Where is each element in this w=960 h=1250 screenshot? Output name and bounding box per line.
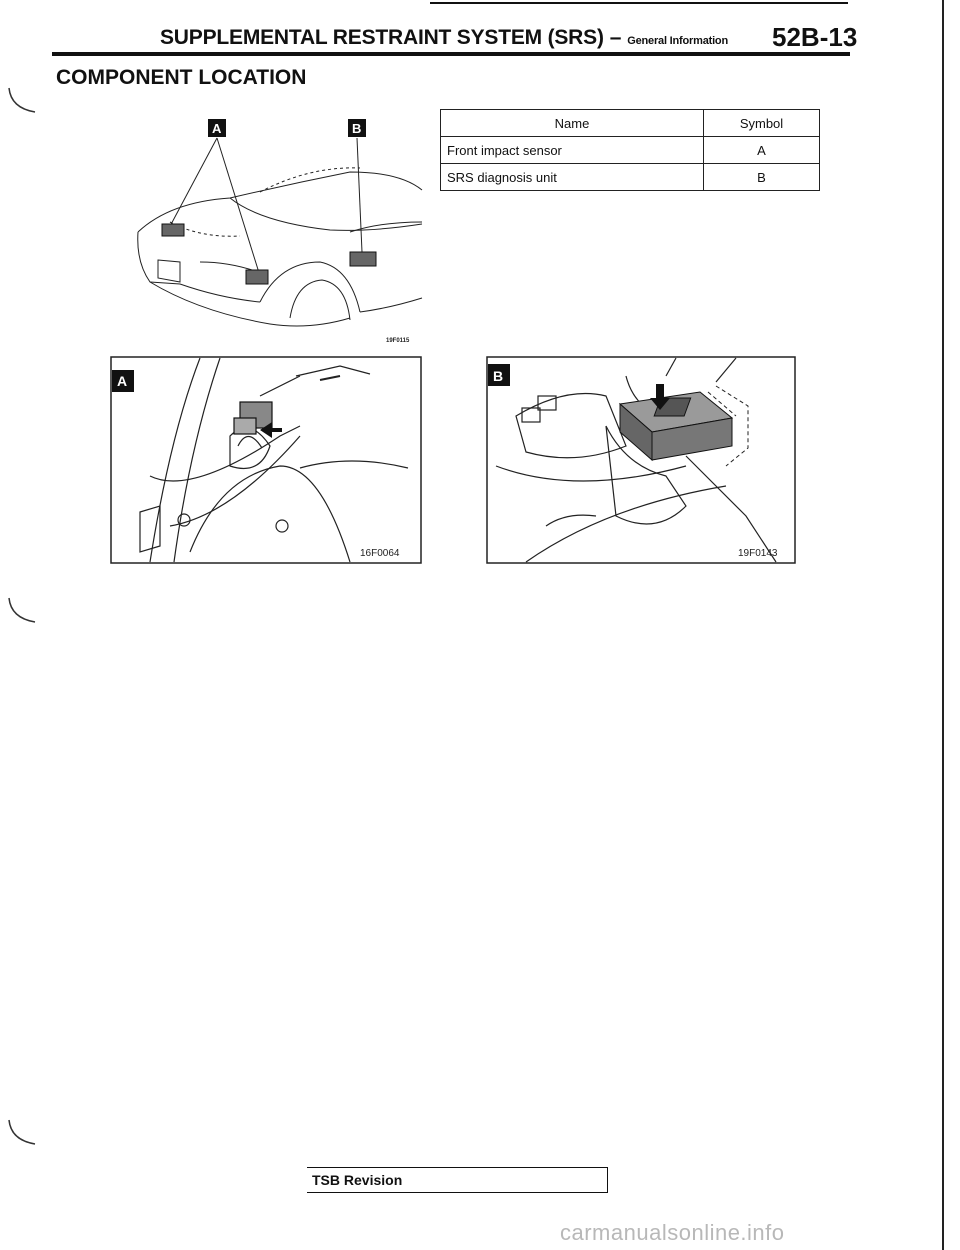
row-name: Front impact sensor	[441, 137, 704, 164]
table-row	[441, 137, 820, 164]
overview-figure-code: 19F0115	[386, 338, 410, 344]
detail-a-figure-code: 16F0064	[360, 548, 400, 559]
detail-b-label: B	[493, 368, 504, 384]
row-symbol: A	[704, 137, 820, 164]
detail-b-figure-code: 19F0143	[738, 548, 778, 559]
section-title: COMPONENT LOCATION	[56, 66, 307, 89]
detail-a-label: A	[117, 373, 128, 389]
page-header-title	[160, 26, 728, 50]
detail-a-illustration	[110, 356, 422, 564]
header-top-rule	[430, 2, 848, 4]
column-header-name: Name	[441, 110, 704, 137]
row-symbol: B	[704, 164, 820, 191]
overview-label-b: B	[352, 121, 362, 136]
header-rule	[52, 52, 850, 56]
margin-mark-1	[5, 86, 37, 116]
table-header-row	[441, 110, 820, 137]
page-number: 52B-13	[772, 22, 858, 52]
header-subtitle: General Information	[627, 35, 728, 47]
row-name: SRS diagnosis unit	[441, 164, 704, 191]
tsb-revision-label: TSB Revision	[312, 1172, 403, 1188]
header-title-text: SUPPLEMENTAL RESTRAINT SYSTEM (SRS)	[160, 26, 604, 49]
car-overview-illustration	[110, 112, 430, 344]
column-header-symbol: Symbol	[704, 110, 820, 137]
overview-label-a: A	[212, 121, 222, 136]
header-dash: –	[609, 26, 622, 49]
watermark: carmanualsonline.info	[560, 1220, 785, 1245]
page-edge-line	[942, 0, 944, 1250]
component-location-table	[440, 109, 820, 191]
table-row	[441, 164, 820, 191]
detail-b-illustration	[486, 356, 796, 564]
margin-mark-3	[5, 1118, 37, 1148]
margin-mark-2	[5, 596, 37, 626]
